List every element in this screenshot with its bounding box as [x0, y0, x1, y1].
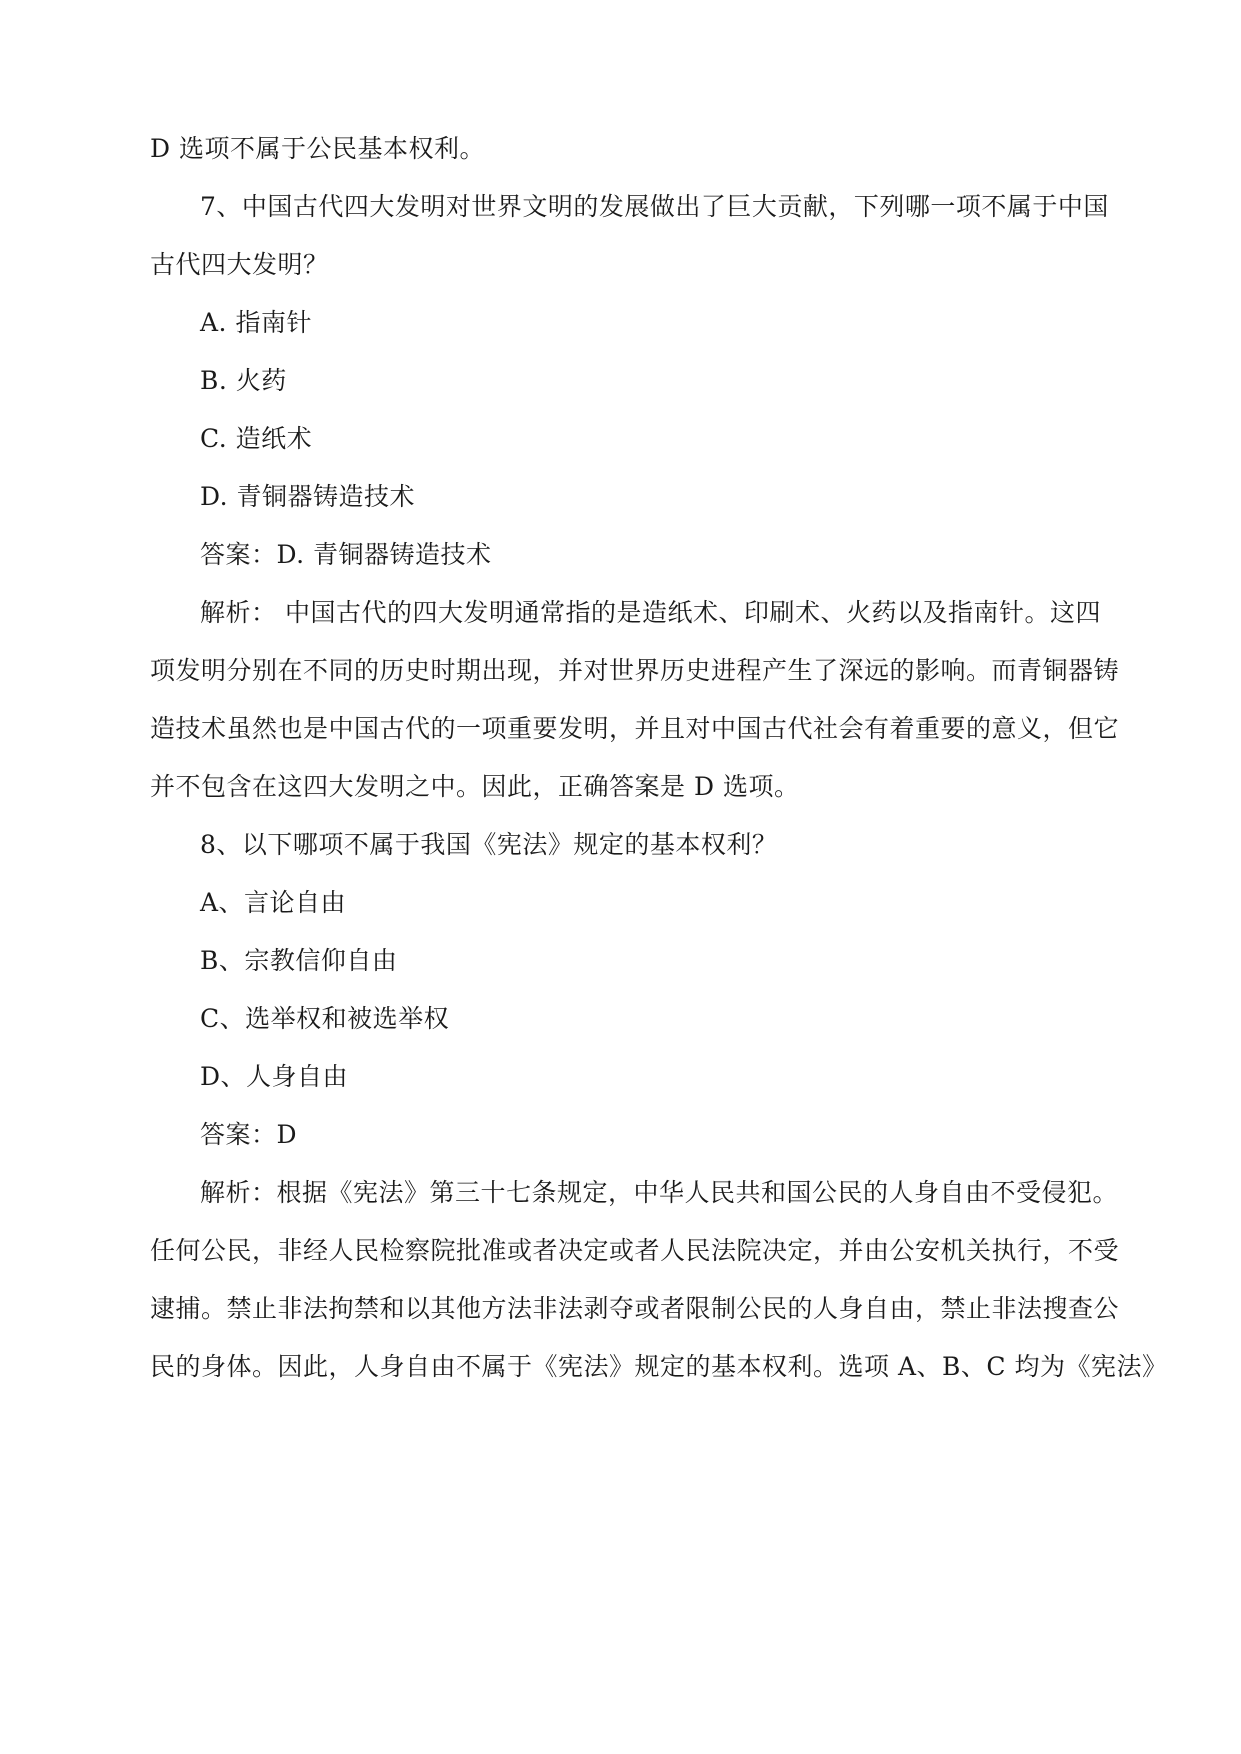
option-a: A. 指南针: [200, 308, 312, 337]
text-line: 民的身体。因此，人身自由不属于《宪法》规定的基本权利。选项 A、B、C 均为《宪法》: [150, 1352, 1168, 1381]
answer-line: 答案：D: [200, 1120, 298, 1149]
text-line: 任何公民，非经人民检察院批准或者决定或者人民法院决定，并由公安机关执行，不受: [150, 1236, 1120, 1265]
option-c: C、选举权和被选举权: [200, 1004, 450, 1033]
answer-line: 答案：D. 青铜器铸造技术: [200, 540, 492, 569]
option-b: B. 火药: [200, 366, 287, 395]
question-7: 7、中国古代四大发明对世界文明的发展做出了巨大贡献，下列哪一项不属于中国: [200, 192, 1109, 221]
option-b: B、宗教信仰自由: [200, 946, 398, 975]
option-a: A、言论自由: [200, 888, 347, 917]
question-8: 8、以下哪项不属于我国《宪法》规定的基本权利？: [200, 830, 778, 859]
explanation-line: 解析： 中国古代的四大发明通常指的是造纸术、印刷术、火药以及指南针。这四: [200, 598, 1101, 627]
text-line: 项发明分别在不同的历史时期出现，并对世界历史进程产生了深远的影响。而青铜器铸: [150, 656, 1120, 685]
text-line: 并不包含在这四大发明之中。因此，正确答案是 D 选项。: [150, 772, 800, 801]
text-line: D 选项不属于公民基本权利。: [150, 134, 485, 163]
option-d: D. 青铜器铸造技术: [200, 482, 416, 511]
text-line: 逮捕。禁止非法拘禁和以其他方法非法剥夺或者限制公民的人身自由，禁止非法搜查公: [150, 1294, 1120, 1323]
text-line: 造技术虽然也是中国古代的一项重要发明，并且对中国古代社会有着重要的意义，但它: [150, 714, 1120, 743]
option-d: D、人身自由: [200, 1062, 349, 1091]
text-line: 古代四大发明？: [150, 250, 329, 279]
explanation-line: 解析：根据《宪法》第三十七条规定，中华人民共和国公民的人身自由不受侵犯。: [200, 1178, 1119, 1207]
option-c: C. 造纸术: [200, 424, 313, 453]
